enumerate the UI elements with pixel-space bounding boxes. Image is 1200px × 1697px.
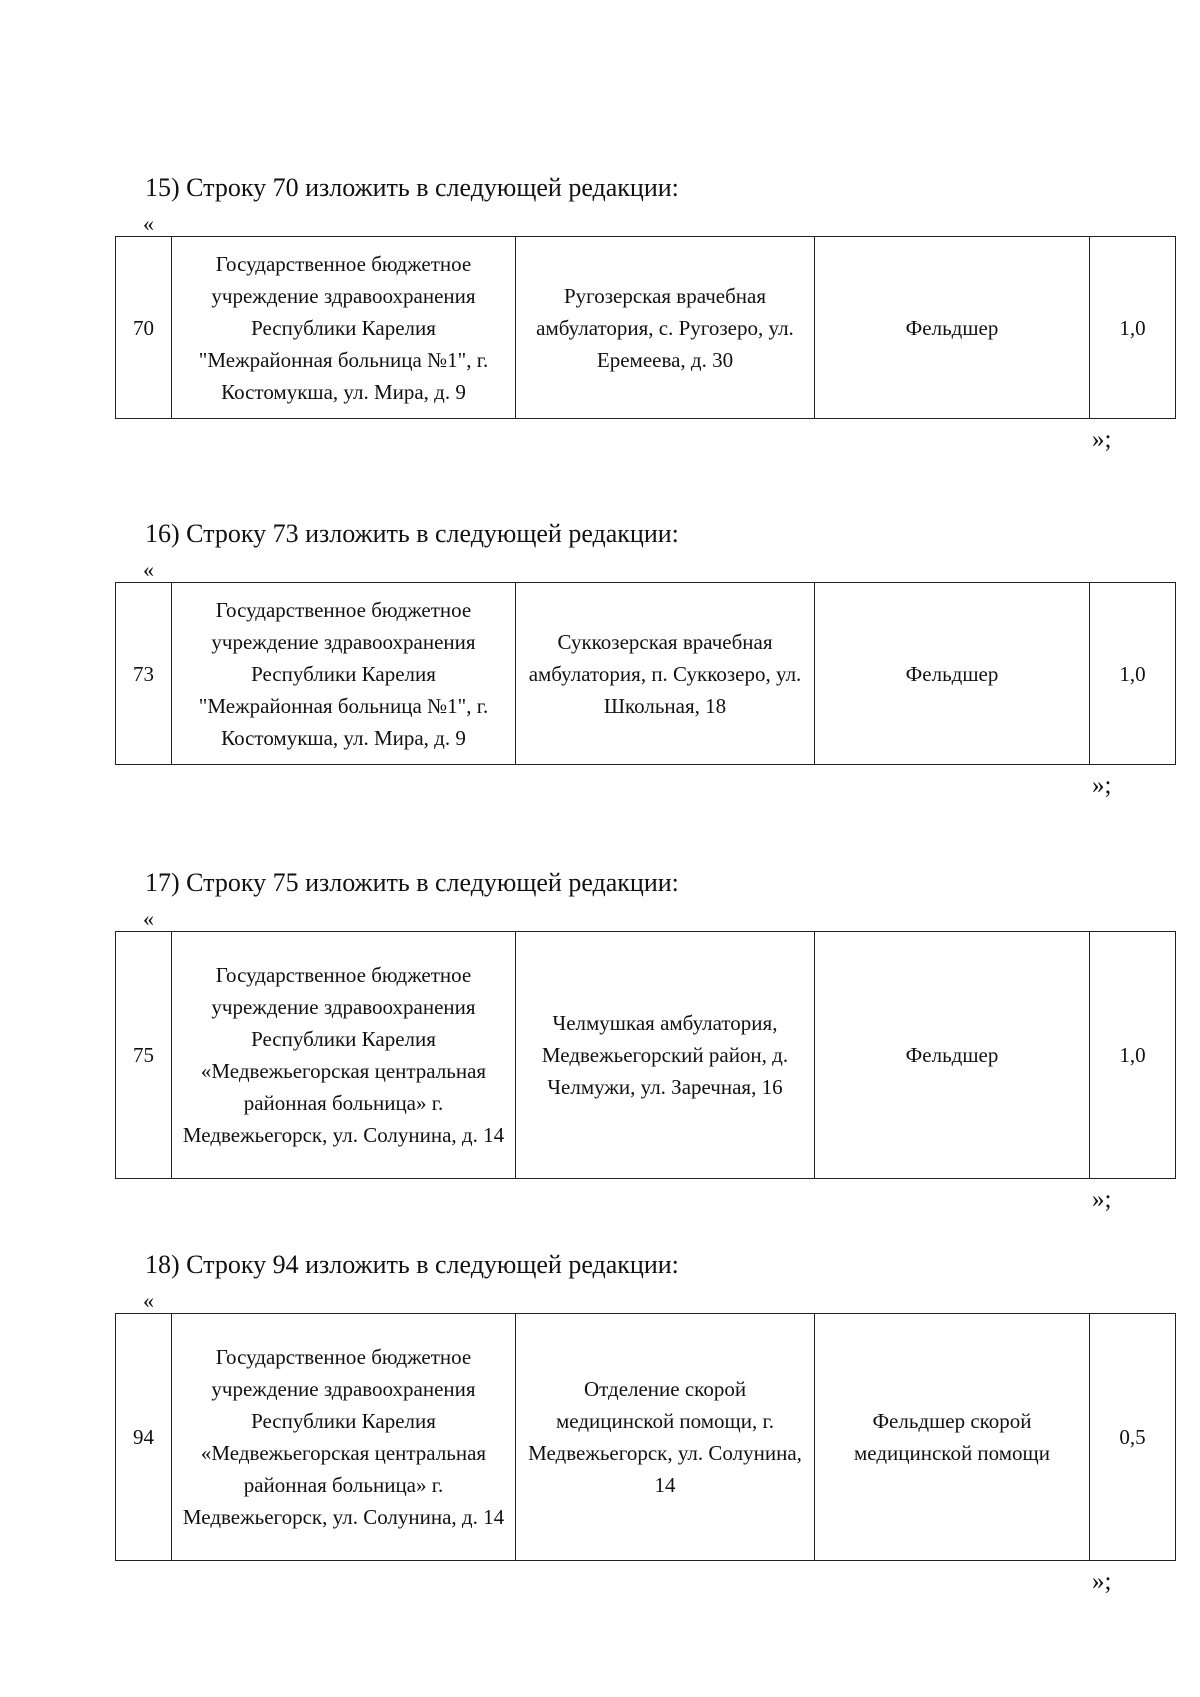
rate-cell: 1,0 (1090, 932, 1176, 1179)
section-17-open-quote: « (143, 906, 154, 931)
section-17-heading: 17) Строку 75 изложить в следующей редакции: (145, 868, 679, 897)
position-cell: Фельдшер (815, 932, 1090, 1179)
location-cell: Суккозерская врачебная амбулатория, п. Суккозеро, ул. Школьная, 18 (516, 583, 815, 765)
table-row (116, 237, 1176, 419)
section-16-open-quote: « (143, 557, 154, 582)
section-18-close-quote: »; (1092, 1568, 1112, 1595)
institution-cell: Государственное бюджетное учреждение здравоохранения Республики Карелия «Медвежьегорская центральная районная больница» г. Медвежьегорск, ул. Солунина, д. 14 (172, 932, 516, 1179)
row-number-cell: 94 (116, 1314, 172, 1561)
section-15-table (115, 236, 1176, 419)
table-row (116, 583, 1176, 765)
location-cell: Отделение скорой медицинской помощи, г. Медвежьегорск, ул. Солунина, 14 (516, 1314, 815, 1561)
rate-cell: 1,0 (1090, 583, 1176, 765)
position-cell: Фельдшер скорой медицинской помощи (815, 1314, 1090, 1561)
row-number-cell: 73 (116, 583, 172, 765)
table-row (116, 1314, 1176, 1561)
section-15-close-quote: »; (1092, 426, 1112, 453)
section-17-table (115, 931, 1176, 1179)
section-18-open-quote: « (143, 1288, 154, 1313)
institution-cell: Государственное бюджетное учреждение здравоохранения Республики Карелия "Межрайонная больница №1", г. Костомукша, ул. Мира, д. 9 (172, 583, 516, 765)
institution-cell: Государственное бюджетное учреждение здравоохранения Республики Карелия "Межрайонная больница №1", г. Костомукша, ул. Мира, д. 9 (172, 237, 516, 419)
table-row (116, 932, 1176, 1179)
section-16-table (115, 582, 1176, 765)
rate-cell: 0,5 (1090, 1314, 1176, 1561)
position-cell: Фельдшер (815, 583, 1090, 765)
section-18-table (115, 1313, 1176, 1561)
section-17-close-quote: »; (1092, 1186, 1112, 1213)
location-cell: Челмушкая амбулатория, Медвежьегорский район, д. Челмужи, ул. Заречная, 16 (516, 932, 815, 1179)
row-number-cell: 75 (116, 932, 172, 1179)
section-15-heading: 15) Строку 70 изложить в следующей редакции: (145, 173, 679, 202)
institution-cell: Государственное бюджетное учреждение здравоохранения Республики Карелия «Медвежьегорская центральная районная больница» г. Медвежьегорск, ул. Солунина, д. 14 (172, 1314, 516, 1561)
row-number-cell: 70 (116, 237, 172, 419)
section-16-close-quote: »; (1092, 772, 1112, 799)
location-cell: Ругозерская врачебная амбулатория, с. Ругозеро, ул. Еремеева, д. 30 (516, 237, 815, 419)
position-cell: Фельдшер (815, 237, 1090, 419)
section-18-heading: 18) Строку 94 изложить в следующей редакции: (145, 1250, 679, 1279)
rate-cell: 1,0 (1090, 237, 1176, 419)
section-15-open-quote: « (143, 211, 154, 236)
section-16-heading: 16) Строку 73 изложить в следующей редакции: (145, 519, 679, 548)
